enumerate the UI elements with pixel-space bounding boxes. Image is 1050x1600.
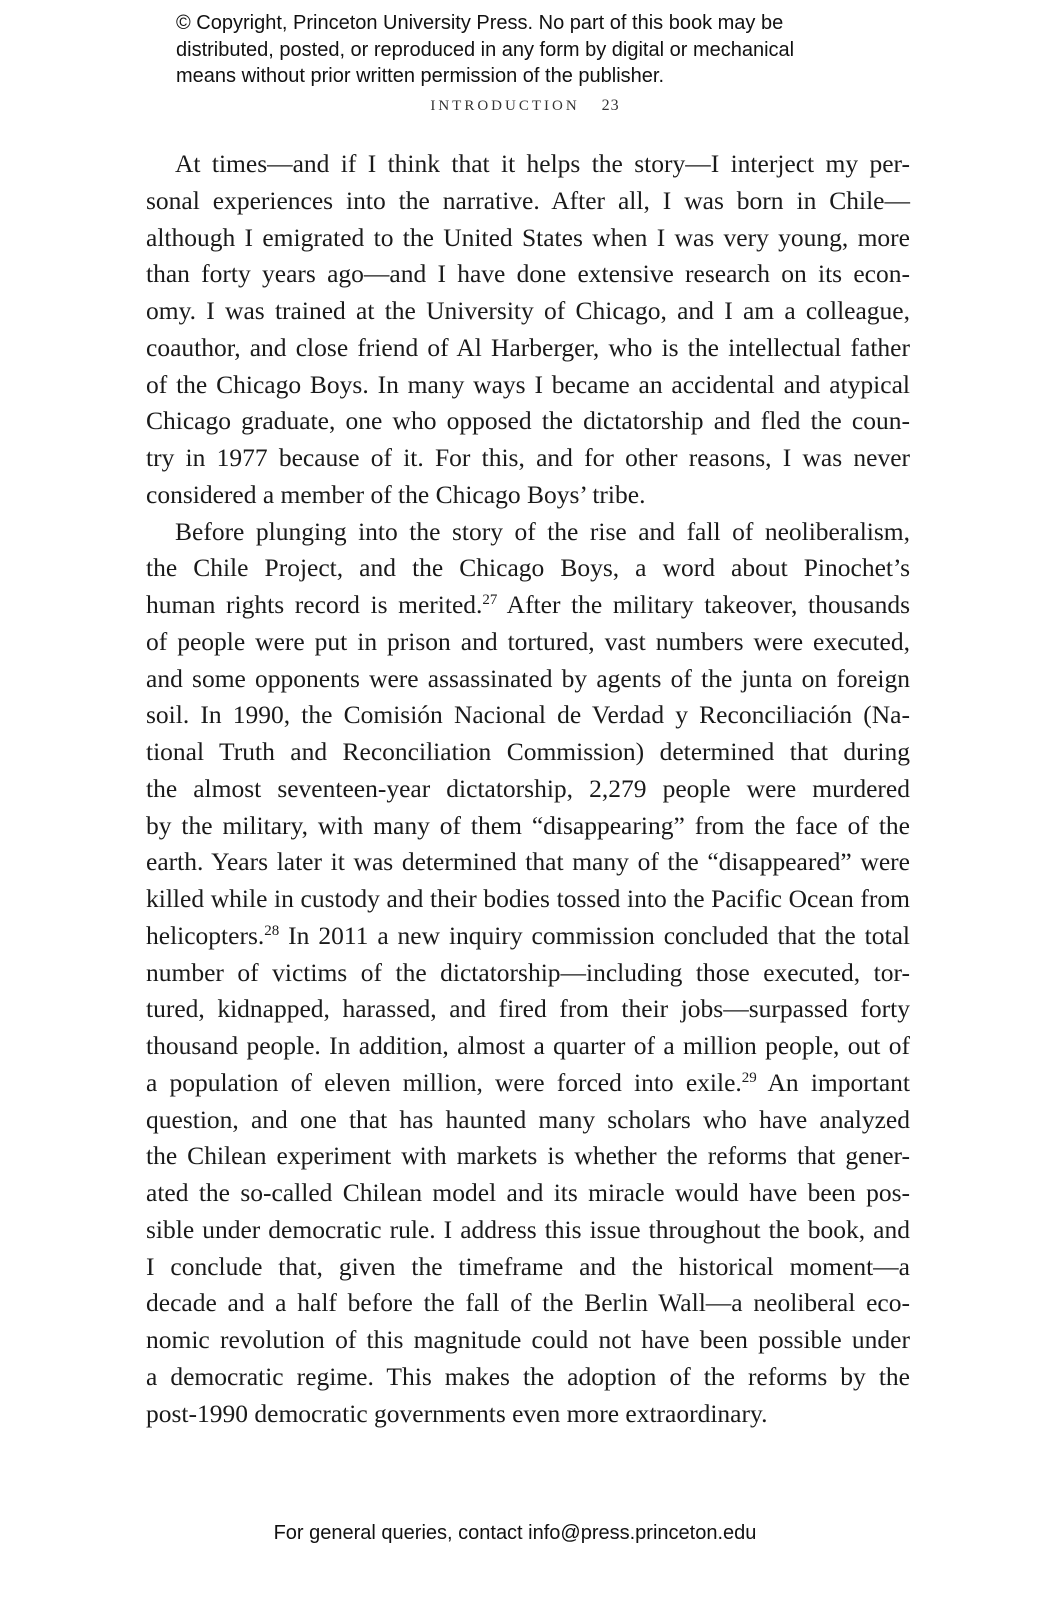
- text-line: [146, 403, 910, 440]
- text-line: [146, 1285, 910, 1322]
- text-span: the Chile Project, and the Chicago Boys, a word about Pinochet’s: [146, 553, 910, 583]
- text-line: [146, 367, 910, 404]
- text-span: helicopters.: [146, 920, 265, 950]
- text-line: [146, 330, 910, 367]
- text-span: of people were put in prison and tortured, vast numbers were executed,: [146, 626, 910, 656]
- text-span: At times—and if I think that it helps the story—I interject my per-: [175, 149, 910, 178]
- text-line: [146, 1212, 910, 1249]
- text-span: ated the so-called Chilean model and its miracle would have been pos-: [146, 1178, 910, 1207]
- text-span: than forty years ago—and I have done extensive research on its econ-: [146, 259, 910, 289]
- text-span: considered a member of the Chicago Boys’ tribe.: [146, 479, 646, 509]
- text-span: coauthor, and close friend of Al Harberger, who is the intellectual father: [146, 332, 910, 362]
- copyright-line: distributed, posted, or reproduced in any form by digital or mechanical: [176, 38, 795, 61]
- text-span: Before plunging into the story of the rise and fall of neoliberalism,: [175, 516, 910, 546]
- paragraph: [146, 146, 910, 514]
- text-span: try in 1977 because of it. For this, and for other reasons, I was never: [146, 443, 910, 472]
- text-line: [146, 293, 910, 330]
- text-line: [146, 220, 910, 257]
- text-line: [146, 146, 910, 183]
- text-span: omy. I was trained at the University of Chicago, and I am a colleague,: [146, 296, 910, 325]
- text-line: [146, 1028, 910, 1065]
- text-line: [146, 697, 910, 734]
- text-line: [146, 661, 910, 698]
- text-line: [146, 734, 910, 771]
- copyright-line: © Copyright, Princeton University Press. No part of this book may be: [176, 12, 784, 34]
- text-span: thousand people. In addition, almost a quarter of a million people, out of: [146, 1031, 910, 1060]
- running-head: [0, 97, 1050, 115]
- text-line: [146, 587, 910, 624]
- body-text: [146, 146, 910, 1432]
- text-span: soil. In 1990, the Comisión Nacional de Verdad y Reconciliación (Na-: [146, 700, 910, 730]
- text-line: [146, 991, 910, 1028]
- text-span: post-1990 democratic governments even more extraordinary.: [146, 1398, 768, 1428]
- text-span: nomic revolution of this magnitude could not have been possible under: [146, 1325, 910, 1354]
- text-line: [146, 844, 910, 881]
- text-span: tional Truth and Reconciliation Commission) determined that during: [146, 737, 910, 766]
- text-line: [146, 1396, 910, 1433]
- text-span: a population of eleven million, were forced into exile.: [146, 1067, 742, 1097]
- text-line: [146, 1175, 910, 1212]
- text-span: sible under democratic rule. I address this issue throughout the book, and: [146, 1214, 910, 1244]
- text-line: [146, 183, 910, 220]
- footnote-reference: 28: [264, 922, 280, 939]
- copyright-notice: [176, 10, 896, 90]
- page-number: 23: [601, 97, 620, 114]
- text-span: After the military takeover, thousands: [497, 590, 911, 619]
- text-span: of the Chicago Boys. In many ways I became an accidental and atypical: [146, 369, 910, 399]
- text-line: [146, 1359, 910, 1396]
- text-span: and some opponents were assassinated by agents of the junta on foreign: [146, 663, 910, 693]
- text-span: a democratic regime. This makes the adoption of the reforms by the: [146, 1361, 910, 1391]
- text-line: [146, 808, 910, 845]
- footnote-reference: 27: [482, 592, 498, 608]
- paragraph: [146, 514, 910, 1433]
- text-span: the almost seventeen-year dictatorship, 2,279 people were murdered: [146, 773, 910, 803]
- text-line: [146, 440, 910, 477]
- text-line: [146, 477, 910, 514]
- text-span: although I emigrated to the United States when I was very young, more: [146, 222, 910, 252]
- text-span: decade and a half before the fall of the Berlin Wall—a neoliberal eco-: [146, 1288, 910, 1318]
- text-span: the Chilean experiment with markets is whether the reforms that gener-: [146, 1141, 910, 1171]
- text-span: sonal experiences into the narrative. After all, I was born in Chile—: [146, 185, 910, 215]
- text-span: I conclude that, given the timeframe and the historical moment—a: [146, 1251, 910, 1281]
- text-span: question, and one that has haunted many scholars who have analyzed: [146, 1104, 910, 1134]
- text-line: [146, 550, 910, 587]
- footer-contact: For general queries, contact info@press.princeton.edu: [273, 1522, 757, 1544]
- text-line: [146, 1138, 910, 1175]
- footnote-reference: 29: [741, 1069, 757, 1086]
- text-span: earth. Years later it was determined that many of the “disappeared” were: [146, 847, 910, 877]
- copyright-line: means without prior written permission of the publisher.: [176, 65, 665, 87]
- text-span: In 2011 a new inquiry commission concluded that the total: [279, 920, 910, 950]
- chapter-title: INTRODUCTION: [430, 98, 580, 114]
- text-span: human rights record is merited.: [146, 590, 483, 619]
- text-span: tured, kidnapped, harassed, and fired from their jobs—surpassed forty: [146, 994, 910, 1024]
- text-line: [146, 955, 910, 992]
- text-span: by the military, with many of them “disappearing” from the face of the: [146, 810, 910, 840]
- text-span: number of victims of the dictatorship—including those executed, tor-: [146, 957, 910, 987]
- text-line: [146, 256, 910, 293]
- text-line: [146, 771, 910, 808]
- text-line: [146, 624, 910, 661]
- text-span: killed while in custody and their bodies tossed into the Pacific Ocean from: [146, 884, 910, 913]
- text-line: [146, 1322, 910, 1359]
- text-line: [146, 881, 910, 918]
- text-span: Chicago graduate, one who opposed the dictatorship and fled the coun-: [146, 406, 910, 436]
- text-span: An important: [756, 1067, 910, 1097]
- text-line: [146, 1102, 910, 1139]
- text-line: [146, 514, 910, 551]
- text-line: [146, 918, 910, 955]
- text-line: [146, 1065, 910, 1102]
- text-line: [146, 1249, 910, 1286]
